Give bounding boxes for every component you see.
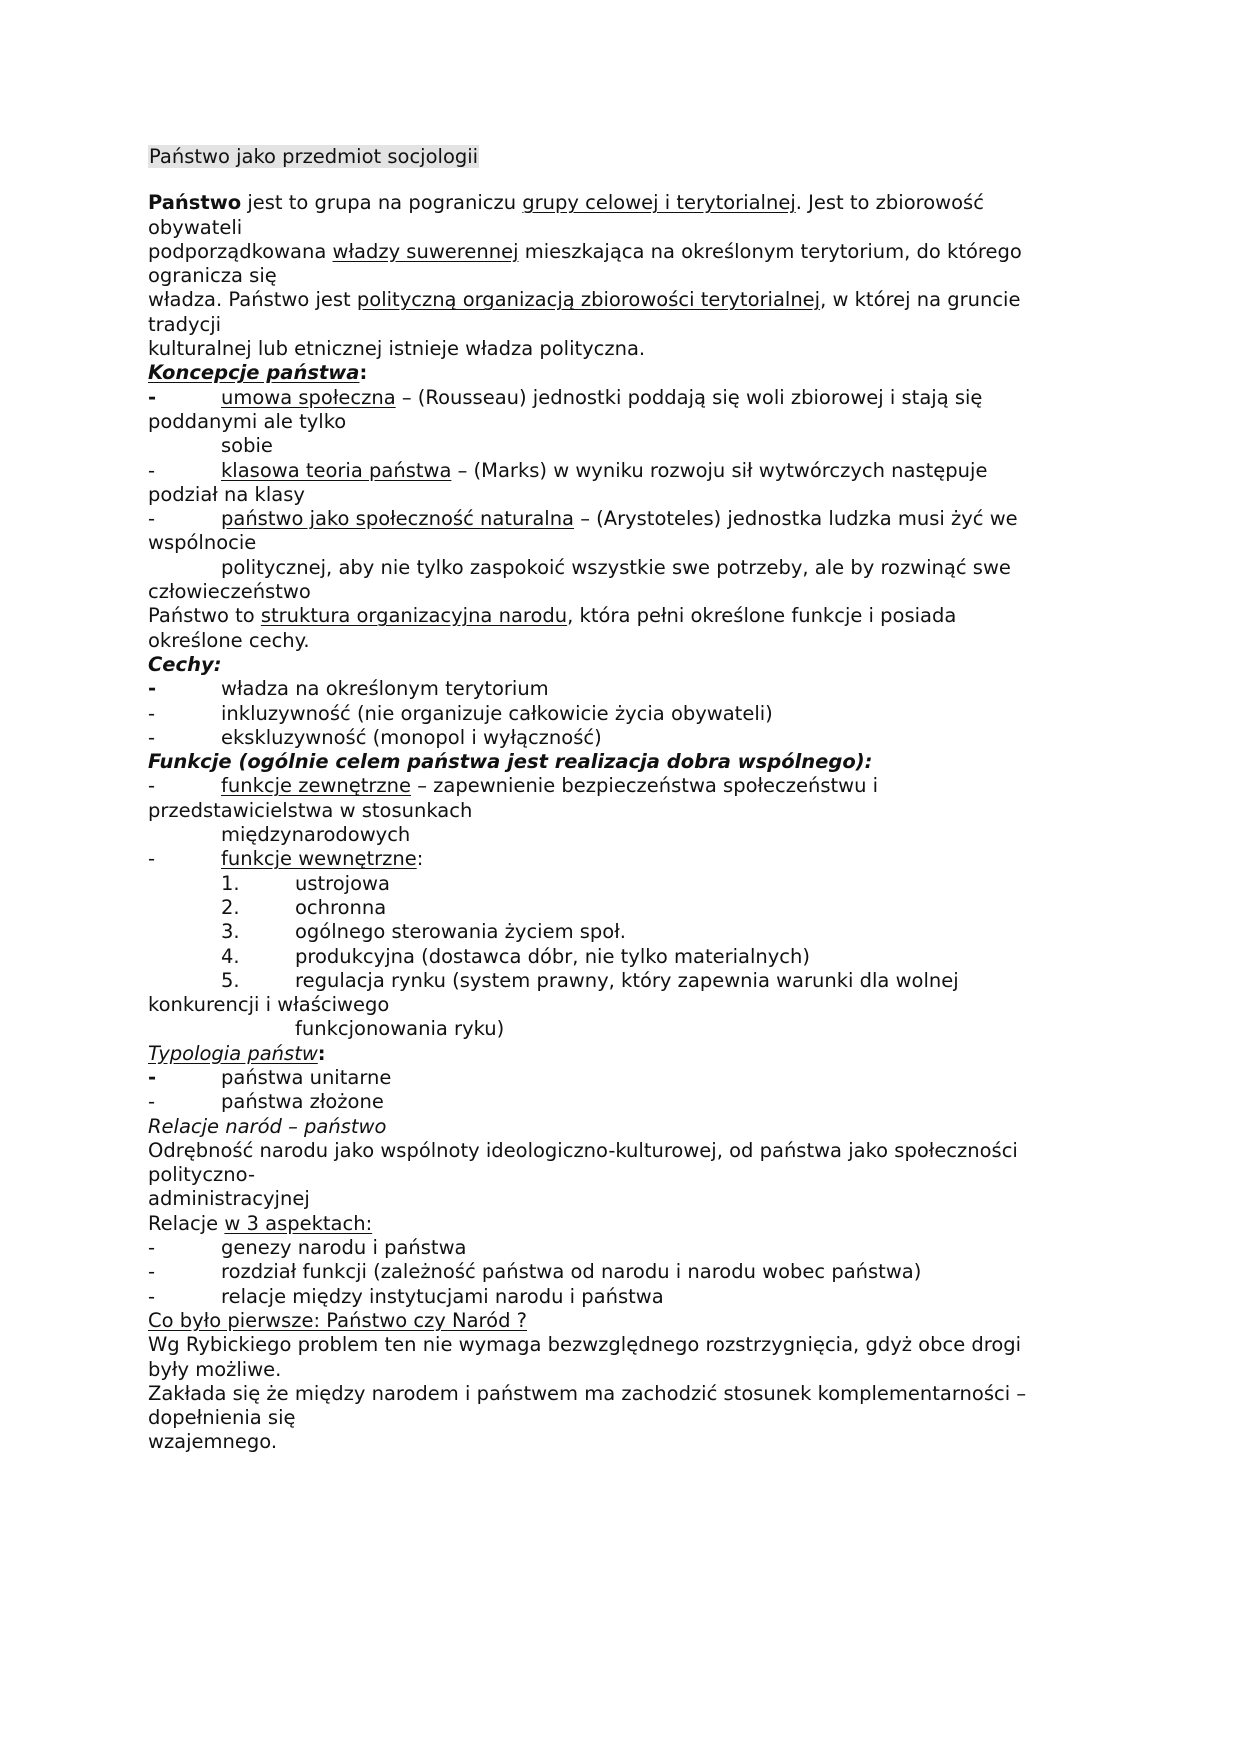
dash-bullet: - — [148, 385, 157, 409]
list-item-continuation: sobie — [221, 434, 273, 458]
heading-text: Funkcje — [148, 750, 232, 774]
underlined-term: funkcje wewnętrzne — [221, 847, 417, 871]
dash-bullet: - — [148, 774, 156, 798]
underlined-term: klasowa teoria państwa — [221, 458, 452, 482]
list-item — [148, 1090, 1148, 1114]
bold-term: Państwo — [148, 191, 242, 215]
section-heading-funkcje — [148, 750, 1148, 774]
numbered-item — [148, 872, 1148, 896]
list-item — [148, 702, 1148, 726]
underlined-term: w 3 aspektach: — [224, 1211, 373, 1235]
heading-colon: : — [317, 1041, 326, 1065]
item-number: 1. — [221, 871, 240, 895]
document-body — [148, 145, 1148, 1455]
dash-bullet: - — [148, 1236, 156, 1260]
paragraph-line: polityczno- — [148, 1163, 255, 1187]
paragraph-line — [148, 1212, 1148, 1236]
heading-colon: : — [359, 361, 368, 385]
underlined-term: władzy suwerennej — [332, 239, 519, 263]
dash-bullet: - — [148, 725, 156, 749]
text: : — [416, 847, 424, 871]
paragraph-line — [148, 240, 1148, 264]
numbered-item — [148, 896, 1148, 920]
text: władza. Państwo jest — [148, 288, 357, 312]
list-item — [148, 774, 1148, 798]
item-number: 4. — [221, 944, 240, 968]
item-number: 5. — [221, 968, 240, 992]
underlined-term: umowa społeczna — [221, 385, 396, 409]
numbered-item — [148, 945, 1148, 969]
text: rozdział funkcji (zależność państwa od narodu i narodu wobec państwa) — [221, 1260, 922, 1284]
dash-bullet: - — [148, 1065, 157, 1089]
list-item-continuation: podział na klasy — [148, 482, 305, 506]
text: ogólnego sterowania życiem społ. — [295, 920, 626, 944]
list-item — [148, 1260, 1148, 1284]
dash-bullet: - — [148, 701, 156, 725]
paragraph-line: obywateli — [148, 215, 243, 239]
text: mieszkająca na określonym terytorium, do którego — [518, 239, 1022, 263]
paragraph-line: dopełnienia się — [148, 1406, 296, 1430]
dash-bullet: - — [148, 1284, 156, 1308]
underlined-term: funkcje zewnętrzne — [221, 774, 412, 798]
list-item — [148, 677, 1148, 701]
list-item — [148, 1285, 1148, 1309]
paragraph-line: ogranicza się — [148, 264, 277, 288]
dash-bullet: - — [148, 847, 156, 871]
text: inkluzywność (nie organizuje całkowicie życia obywateli) — [221, 701, 773, 725]
list-item — [148, 726, 1148, 750]
text: państwa unitarne — [221, 1065, 392, 1089]
underlined-term: struktura organizacyjna narodu — [260, 604, 568, 628]
list-item-continuation: przedstawicielstwa w stosunkach — [148, 798, 473, 822]
list-item-continuation: poddanymi ale tylko — [148, 409, 347, 433]
text: produkcyjna (dostawca dóbr, nie tylko materialnych) — [295, 944, 810, 968]
numbered-item-continuation: funkcjonowania ryku) — [295, 1017, 505, 1041]
numbered-item — [148, 920, 1148, 944]
text: genezy narodu i państwa — [221, 1236, 467, 1260]
section-heading-pierwsze: Co było pierwsze: Państwo czy Naród ? — [148, 1308, 528, 1332]
section-heading-cechy: Cechy: — [148, 652, 222, 676]
text: . Jest to zbiorowość — [795, 191, 984, 215]
heading-text: Typologia państw — [148, 1041, 318, 1065]
list-item-continuation: politycznej, aby nie tylko zaspokoić wszystkie swe potrzeby, ale by rozwinąć swe — [221, 555, 1011, 579]
paragraph-line: Wg Rybickiego problem ten nie wymaga bezwzględnego rozstrzygnięcia, gdyż obce drogi — [148, 1333, 1022, 1357]
section-heading-typologia — [148, 1042, 1148, 1066]
paragraph-line — [148, 604, 1148, 628]
text: – (Marks) w wyniku rozwoju sił wytwórczych następuje — [451, 458, 988, 482]
text: ochronna — [295, 895, 387, 919]
text: – (Arystoteles) jednostka ludzka musi żyć we — [574, 507, 1018, 531]
document-title: Państwo jako przedmiot socjologii — [149, 145, 479, 168]
text: ekskluzywność (monopol i wyłączność) — [221, 725, 602, 749]
section-heading-koncepcje — [148, 361, 1148, 385]
item-number: 3. — [221, 920, 240, 944]
list-item — [148, 386, 1148, 410]
text: Państwo to — [148, 604, 261, 628]
paragraph-line: wzajemnego. — [148, 1430, 278, 1454]
text: – (Rousseau) jednostki poddają się woli zbiorowej i stają się — [395, 385, 983, 409]
paragraph-line: tradycji — [148, 312, 222, 336]
text: , w której na gruncie — [820, 288, 1021, 312]
paragraph-line: administracyjnej — [148, 1187, 310, 1211]
text: ustrojowa — [295, 871, 390, 895]
numbered-item-continuation: konkurencji i właściwego — [148, 993, 390, 1017]
text: Relacje — [148, 1211, 225, 1235]
paragraph-line: Zakłada się że między narodem i państwem ma zachodzić stosunek komplementarności – — [148, 1381, 1027, 1405]
underlined-term: polityczną organizacją zbiorowości terytorialnej — [356, 288, 821, 312]
list-item — [148, 1066, 1148, 1090]
item-number: 2. — [221, 895, 240, 919]
text: państwa złożone — [221, 1090, 384, 1114]
dash-bullet: - — [148, 677, 157, 701]
paragraph-line: kulturalnej lub etnicznej istnieje władza polityczna. — [148, 337, 646, 361]
dash-bullet: - — [148, 458, 156, 482]
heading-text: (ogólnie celem państwa jest realizacja dobra wspólnego): — [231, 750, 873, 774]
heading-text: Koncepcje państwa — [148, 361, 360, 385]
text: regulacja rynku (system prawny, który zapewnia warunki dla wolnej — [295, 968, 959, 992]
dash-bullet: - — [148, 1260, 156, 1284]
list-item — [148, 459, 1148, 483]
paragraph-line: były możliwe. — [148, 1357, 282, 1381]
text: podporządkowana — [148, 239, 333, 263]
dash-bullet: - — [148, 507, 156, 531]
list-item-continuation: międzynarodowych — [221, 823, 411, 847]
list-item-continuation: wspólnocie — [148, 531, 257, 555]
text: jest to grupa na pograniczu — [241, 191, 523, 215]
list-item-continuation: człowieczeństwo — [148, 580, 311, 604]
numbered-item — [148, 969, 1148, 993]
list-item — [148, 847, 1148, 871]
section-heading-relacje: Relacje naród – państwo — [148, 1114, 387, 1138]
title-line — [148, 145, 1148, 169]
paragraph-line: określone cechy. — [148, 628, 310, 652]
text: – zapewnienie bezpieczeństwa społeczeństwu i — [411, 774, 879, 798]
paragraph-line — [148, 288, 1148, 312]
underlined-term: grupy celowej i terytorialnej — [522, 191, 796, 215]
underlined-term: państwo jako społeczność naturalna — [221, 507, 574, 531]
list-item — [148, 507, 1148, 531]
list-item — [148, 1236, 1148, 1260]
paragraph-line: Odrębność narodu jako wspólnoty ideologiczno-kulturowej, od państwa jako społeczności — [148, 1138, 1018, 1162]
text: władza na określonym terytorium — [221, 677, 549, 701]
dash-bullet: - — [148, 1090, 156, 1114]
text: , która pełni określone funkcje i posiada — [567, 604, 957, 628]
paragraph-line — [148, 191, 1148, 215]
text: relacje między instytucjami narodu i państwa — [221, 1284, 664, 1308]
